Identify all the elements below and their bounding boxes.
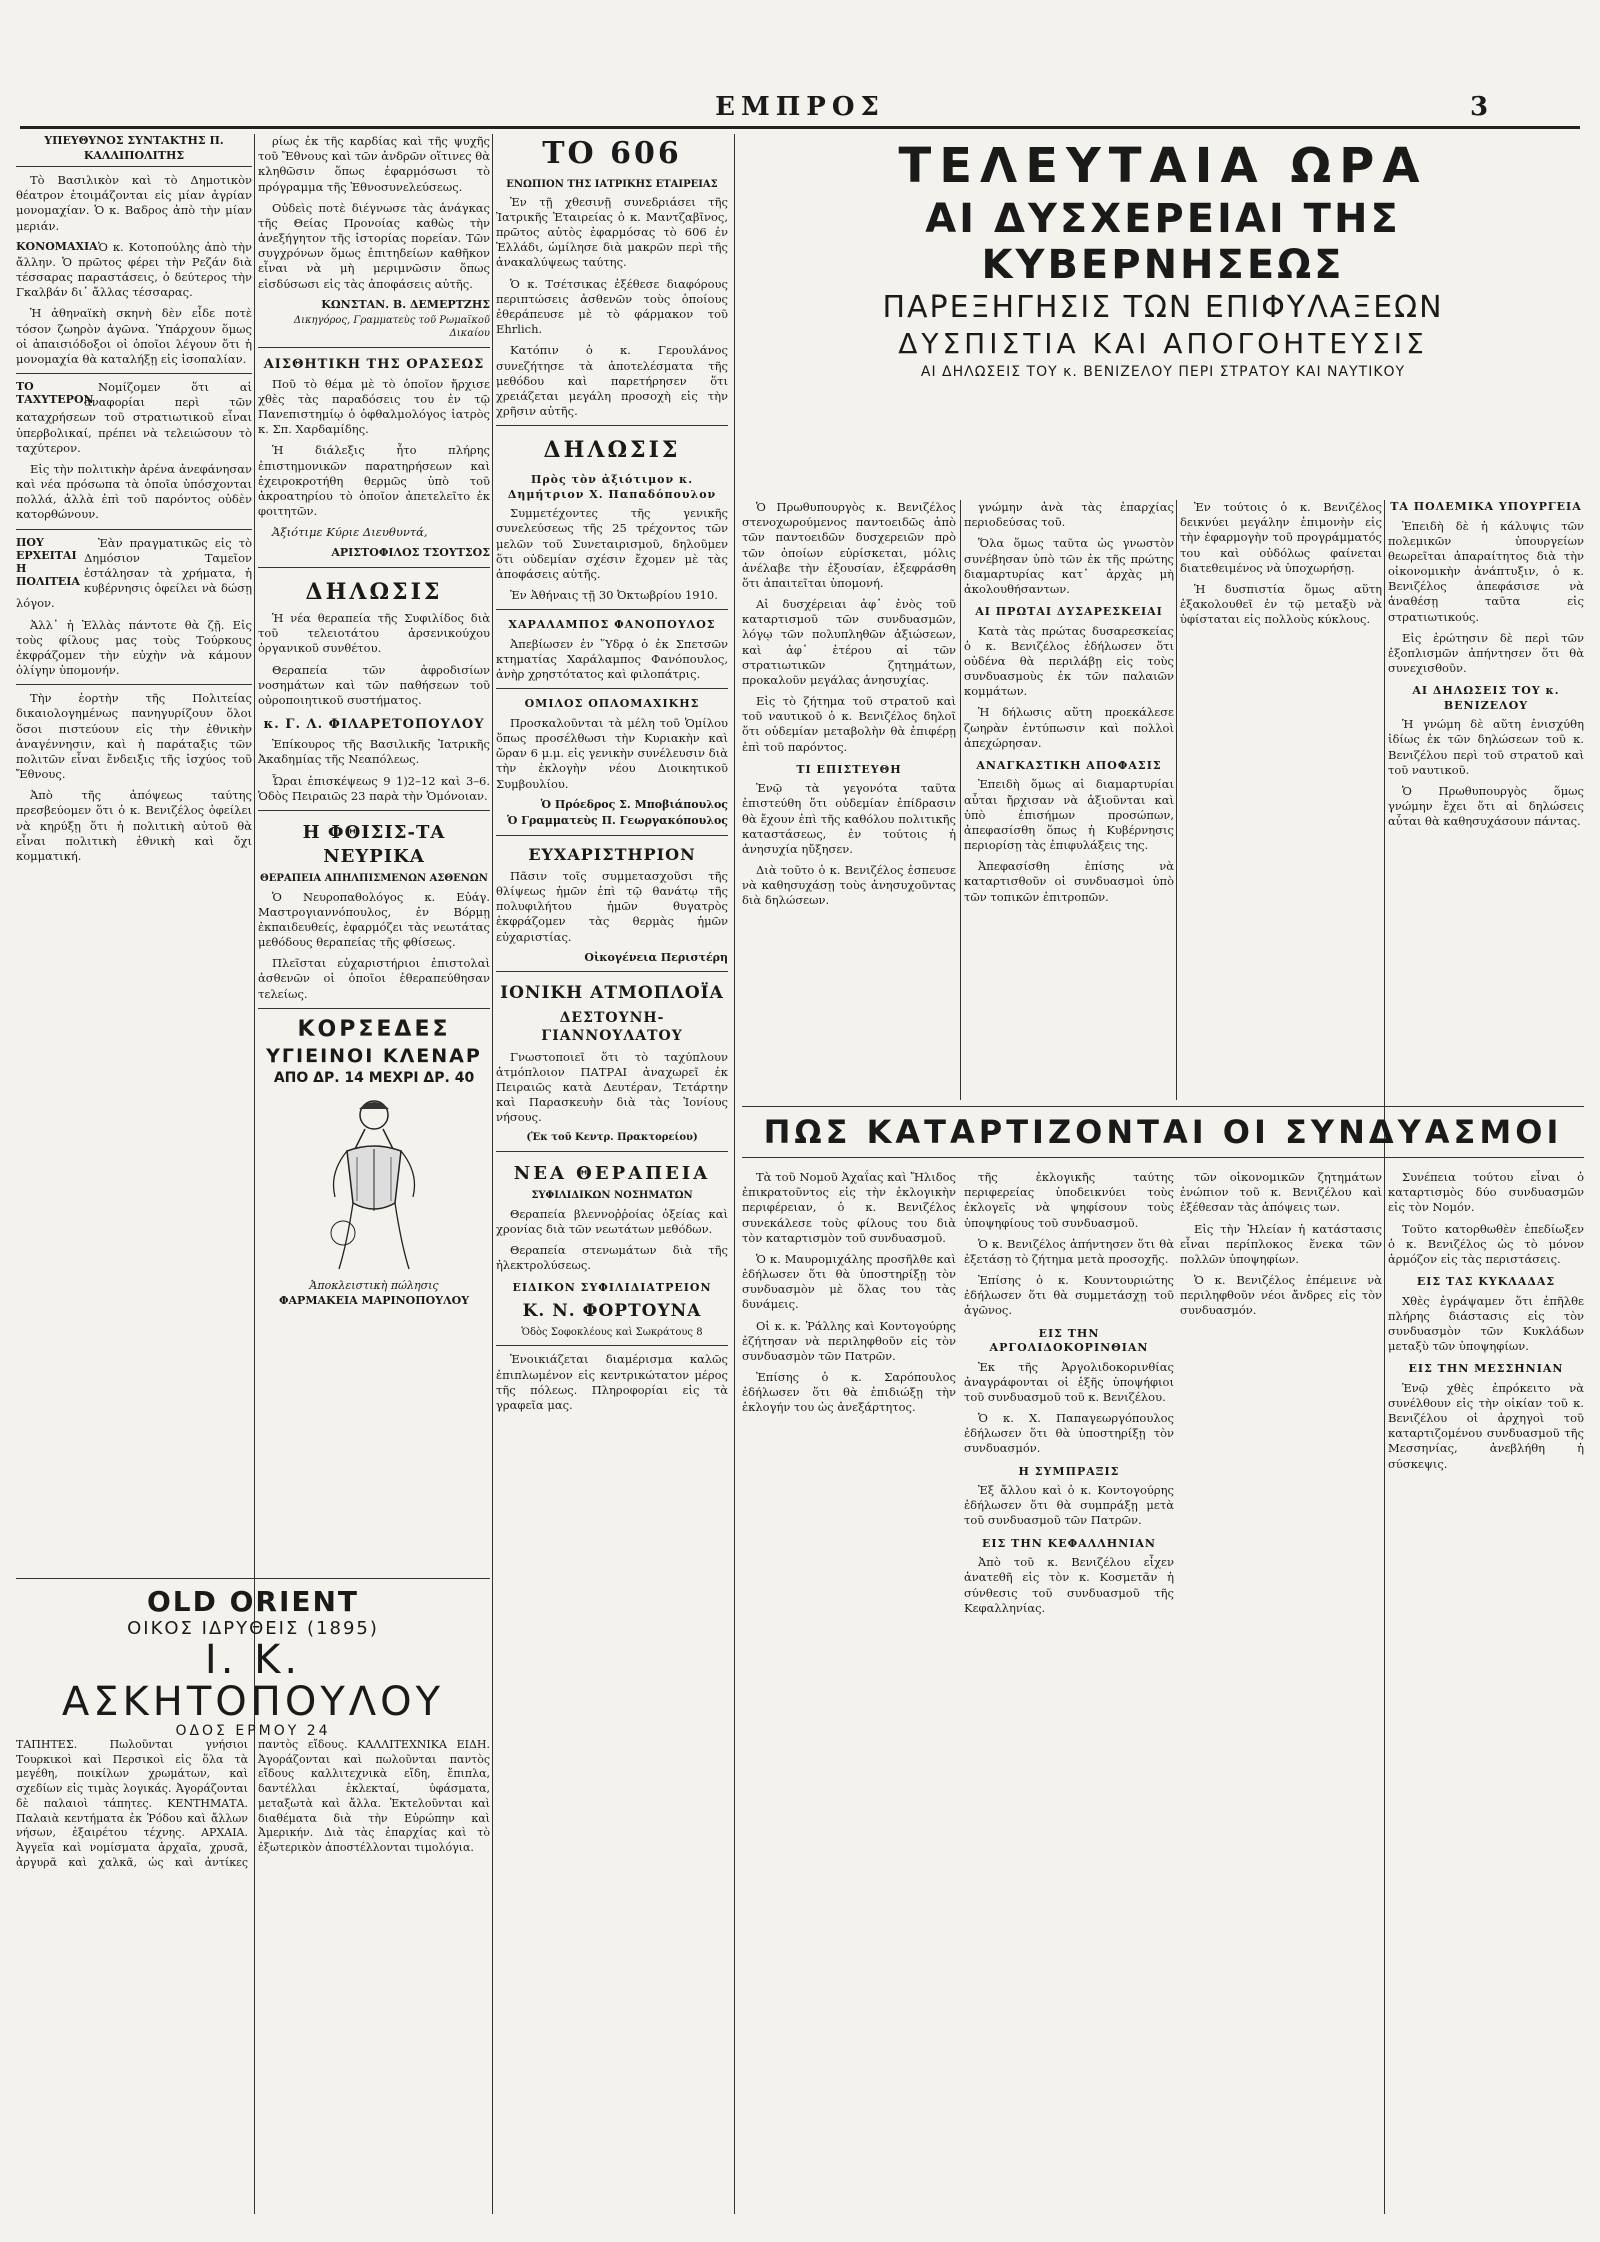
paragraph: Ἐνοικιάζεται διαμέρισμα καλῶς ἐπιπλωμένον εἰς κεντρικώτατον μέρος τῆς πόλεως. Πληροφορίαι εἰς τὰ γραφεῖα μας. [496, 1352, 728, 1412]
subheading: ΤΑ ΠΟΛΕΜΙΚΑ ΥΠΟΥΡΓΕΙΑ [1390, 500, 1582, 513]
article-title: ΤΟ 606 [542, 136, 682, 171]
headline-deck-2: ΠΑΡΕΞΗΓΗΣΙΣ ΤΩΝ ΕΠΙΦΥΛΑΞΕΩΝ [882, 290, 1444, 325]
paragraph: Ἐξ ἄλλου καὶ ὁ κ. Κοντογούρης ἐδήλωσεν ὅτι θὰ συμπράξῃ μετὰ τοῦ συνδυασμοῦ τῶν Πατρῶν. [964, 1483, 1174, 1528]
headline-deck-1: ΑΙ ΔΥΣΧΕΡΕΙΑΙ ΤΗΣ ΚΥΒΕΡΝΗΣΕΩΣ [925, 196, 1401, 288]
paragraph: Τὸ Βασιλικὸν καὶ τὸ Δημοτικὸν θέατρον ἑτοιμάζονται εἰς μίαν ἀγρίαν μονομαχίαν. Ὁ κ. Βαδρος ἀπὸ τὴν μίαν μεριάν. [16, 173, 252, 233]
divider [496, 1345, 728, 1346]
paragraph: Κατόπιν ὁ κ. Γερουλάνος συνεζήτησε τὰ ἀποτελέσματα τῆς μεθόδου καὶ παρετήρησεν ὅτι χρειάζεται μεγάλη προσοχὴ εἰς τὴν χρῆσιν αὐτῆς. [496, 343, 728, 419]
paragraph: Συμμετέχοντες τῆς γενικῆς συνελεύσεως τῆς 25 τρέχοντος τῶν μελῶν τοῦ Συνεταιρισμοῦ, δηλοῦμεν ὅτι οὐδεμίαν σχέσιν ἔχομεν μὲ τὰς ἀποφάσεις αὐτῆς. [496, 506, 728, 581]
paragraph: Εἰς τὴν πολιτικὴν ἀρένα ἀνεφάνησαν καὶ νέα πρόσωπα τὰ ὁποῖα ὑπόσχονται πολλά, ἀλλὰ ἐπὶ τοῦ παρόντος οὐδὲν κατορθώνουν. [16, 461, 252, 522]
paragraph: Ἀξιότιμε Κύριε Διευθυντά, [272, 525, 428, 540]
old-orient-ad-text: ΤΑΠΗΤΕΣ. Πωλοῦνται γνήσιοι Τουρκικοὶ καὶ Περσικοὶ εἰς ὅλα τὰ μεγέθη, ποικίλων χρωμάτων, καὶ σχεδίων εἰς τιμὰς λογικάς. Ἀγοράζονται δὲ παλαιοὶ τάπητες. ΚΕΝΤΗΜΑΤΑ. Παλαιὰ κεντήματα ἐκ Ῥόδου καὶ ἄλλων νήσων, ἐξαιρέτου τέχνης. ΑΡΧΑΙΑ. Ἀγγεῖα καὶ νομίσματα ἀρχαῖα, χρυσᾶ, ἀργυρᾶ καὶ χαλκᾶ, ὡς καὶ ἀντίκες παντὸς εἴδους. ΚΑΛΛΙΤΕΧΝΙΚΑ ΕΙΔΗ. Ἀγοράζονται καὶ πωλοῦνται παντὸς εἴδους καλλιτεχνικὰ εἴδη, ἔπιπλα, δαντέλλαι ἐκλεκταί, ὑφάσματα, μεταξωτὰ καὶ ἄλλα. Ἐκτελοῦνται καὶ διαθέματα διὰ τὴν Εὐρώπην καὶ Ἀμερικήν. Διὰ τὰς ἐπαρχίας καὶ τὸ ἐξωτερικὸν ἀποστέλλονται τιμολόγια. [16, 1738, 490, 1869]
old-orient-ad [16, 1572, 490, 1739]
paragraph: Ὧραι ἐπισκέψεως 9 1)2–12 καὶ 3–6. Ὁδὸς Πειραιῶς 23 παρὰ τὴν Ὁμόνοιαν. [258, 773, 490, 803]
paragraph: Ἐπίσης ὁ κ. Κουντουριώτης ἐδήλωσεν ὅτι θὰ συμμετάσχῃ τοῦ ἀγῶνος. [964, 1273, 1174, 1318]
paragraph: Πᾶσιν τοῖς συμμετασχοῦσι τῆς θλίψεως ἡμῶν ἐπὶ τῷ θανάτῳ τῆς πολυφιλήτου ἡμῶν θυγατρὸς ἐκφράζομεν τὰς θερμὰς ἡμῶν εὐχαριστίας. [496, 868, 728, 944]
divider [496, 609, 728, 610]
subheading: ΑΙ ΠΡΩΤΑΙ ΔΥΣΑΡΕΣΚΕΙΑΙ [975, 605, 1163, 619]
shipping-company: ΔΕΣΤΟΥΝΗ-ΓΙΑΝΝΟΥΛΑΤΟΥ [541, 1009, 683, 1045]
column-4 [742, 500, 956, 1090]
signature-sub: Δικηγόρος, Γραμματεὺς τοῦ Ρωμαϊκοῦ Δικαίου [293, 315, 490, 340]
paragraph: Ἐπειδὴ ὅμως αἱ διαμαρτυρίαι αὗται ἤρχισαν νὰ ἀξιοῦνται καὶ ὑπὸ ἐπισήμων προσώπων, ἀπεφασίσθη ὅπως ἡ Κυβέρνησις περιορίσῃ τὰς ἐπιφυλάξεις της. [964, 777, 1174, 853]
editor-signature: ΥΠΕΥΘΥΝΟΣ ΣΥΝΤΑΚΤΗΣ Π. ΚΑΛΛΙΠΟΛΙΤΗΣ [16, 134, 252, 167]
subheading: ΑΙ ΔΗΛΩΣΕΙΣ ΤΟΥ κ. ΒΕΝΙΖΕΛΟΥ [1412, 684, 1560, 712]
paragraph: Ἐπειδὴ δὲ ἡ κάλυψις τῶν πολεμικῶν ὑπουργείων θεωρεῖται ἀπαραίτητος διὰ τὴν οἰκονομικὴν ἀνάπτυξιν, ὁ κ. Βενιζέλος ἀπεφάσισε νὰ ἀναθέσῃ ταῦτα εἰς στρατιωτικούς. [1388, 518, 1584, 624]
divider [496, 425, 728, 426]
paragraph: Ἐκ τῆς Ἀργολιδοκορινθίας ἀναγράφονται οἱ ἑξῆς ὑποψήφιοι τοῦ συνδυασμοῦ τοῦ κ. Βενιζέλου. [964, 1359, 1174, 1404]
paragraph: Ἡ γνώμη δὲ αὕτη ἐνισχύθη ἰδίως ἐκ τῶν δηλώσεων τοῦ κ. Βενιζέλου περὶ τοῦ στρατοῦ καὶ τοῦ ναυτικοῦ. [1388, 717, 1584, 777]
column-rule [960, 500, 961, 1100]
divider [258, 347, 490, 348]
side-label: ΚΟΝΟΜΑΧΙΑ [16, 239, 98, 253]
column-5-lower [964, 1170, 1174, 2214]
phthisis-heading: Η ΦΘΙΣΙΣ-ΤΑ ΝΕΥΡΙΚΑ [302, 821, 446, 867]
column-6 [1180, 500, 1382, 1090]
masthead-rule [20, 126, 1580, 129]
divider [496, 971, 728, 972]
club-heading: ΟΜΙΛΟΣ ΟΠΛΟΜΑΧΙΚΗΣ [524, 697, 700, 711]
paragraph: τῶν οἰκονομικῶν ζητημάτων ἐνώπιον τοῦ κ. Βενιζέλου καὶ ἐξέθεσαν τὰς ἀπόψεις των. [1180, 1170, 1382, 1215]
divider [496, 835, 728, 836]
divider [258, 1008, 490, 1009]
ad-brand: OLD ORIENT [146, 1585, 360, 1618]
subheading: ΤΙ ΕΠΙΣΤΕΥΘΗ [796, 762, 902, 776]
subheading: ΕΙΣ ΤΗΝ ΚΕΦΑΛΛΗΝΙΑΝ [982, 1536, 1156, 1550]
newspaper-title: ΕΜΠΡΟΣ [715, 92, 885, 122]
paragraph: Ἡ διάλεξις ἦτο πλήρης ἐπιστημονικῶν παρατηρήσεων καὶ ἐχειροκροτήθη θερμῶς ὑπὸ τοῦ ἀκροατηρίου τὸ ὁποῖον ἀπετελεῖτο ἐκ φοιτητῶν. [258, 443, 490, 519]
masthead [0, 0, 1600, 130]
paragraph: Ἐν τούτοις ὁ κ. Βενιζέλος δεικνύει μεγάλην ἐπιμονὴν εἰς τὴν ἐφαρμογὴν τοῦ προγράμματός του καὶ οὐδόλως φαίνεται διατεθειμένος νὰ ὑποχωρήσῃ. [1180, 500, 1382, 575]
column-rule [492, 134, 493, 2214]
paragraph: γνώμην ἀνὰ τὰς ἐπαρχίας περιοδεύσας τοῦ. [964, 500, 1174, 530]
paragraph: Ὁ κ. Κοτοπούλης ἀπὸ τὴν ἄλλην. Ὁ πρῶτος φέρει τὴν Ρεζάν διὰ τέσσαρας παραστάσεις, ὁ δεύτερος τὴν Γκαλβάν δι᾽ ἄλλας τέσσαρας. [16, 239, 252, 300]
column-7 [1388, 500, 1584, 1090]
paragraph: Ἀπὸ τοῦ κ. Βενιζέλου εἶχεν ἀνατεθῆ εἰς τὸν κ. Κοσμετᾶν ἡ σύνθεσις τοῦ συνδυασμοῦ τῆς Κεφαλληνίας. [964, 1555, 1174, 1615]
headline-second: ΠΩΣ ΚΑΤΑΡΤΙΖΟΝΤΑΙ ΟΙ ΣΥΝΔΥΑΣΜΟΙ [763, 1113, 1563, 1151]
paragraph: Ὁ κ. Μαυρομιχάλης προσῆλθε καὶ ἐδήλωσεν ὅτι θὰ ὑποστηρίξῃ τὸν συνδυασμὸν μὲ ὅλας του τὰς δυνάμεις. [742, 1251, 956, 1312]
signature: ΑΡΙΣΤΟΦΙΛΟΣ ΤΣΟΥΤΣΟΣ [331, 546, 490, 560]
lead-headline-block [742, 134, 1584, 384]
corset-brand: ΥΓΙΕΙΝΟΙ ΚΛΕΝΑΡ [266, 1044, 482, 1067]
paragraph: Τοῦτο κατορθωθὲν ἐπεδίωξεν ὁ κ. Βενιζέλος ὡς τὸ μόνον ἀρμόζον εἰς τὰς περιστάσεις. [1388, 1221, 1584, 1266]
clinic-address: Ὁδὸς Σοφοκλέους καὶ Σωκράτους 8 [521, 1327, 703, 1339]
paragraph: Ἡ δυσπιστία ὅμως αὕτη ἐξακολουθεῖ ἐν τῷ μεταξὺ νὰ ὑφίσταται εἰς πολλοὺς κύκλους. [1180, 581, 1382, 627]
divider [742, 1157, 1584, 1158]
paragraph: Ὁ κ. Χ. Παπαγεωργόπουλος ἐδήλωσεν ὅτι θὰ ὑποστηρίξῃ τὸν συνδυασμόν. [964, 1411, 1174, 1456]
paragraph: Ἀλλ᾽ ἡ Ἑλλὰς πάντοτε θὰ ζῇ. Εἰς τοὺς φίλους μας τοὺς Τούρκους ἐκφράζομεν τὴν εὐχὴν νὰ κάμουν ὀλίγην ὑπομονήν. [16, 617, 252, 678]
paragraph: Εἰς τὴν Ἠλείαν ἡ κατάστασις εἶναι περίπλοκος ἕνεκα τῶν πολλῶν ὑποψηφίων. [1180, 1221, 1382, 1266]
paragraph: Τὴν ἑορτὴν τῆς Πολιτείας δικαιολογημένως πανηγυρίζουν ὅλοι ὅσοι πιστεύουν εἰς τὴν ἐθνικὴν ἀναγέννησιν, καὶ ἡ παράταξις τῶν πολιτῶν εἶναι ἔνδειξις τῆς ἰσχύος τοῦ Ἔθνους. [16, 691, 252, 782]
subheading: ΕΙΣ ΤΗΝ ΑΡΓΟΛΙΔΟΚΟΡΙΝΘΙΑΝ [989, 1326, 1149, 1355]
headline-main: ΤΕΛΕΥΤΑΙΑ ΩΡΑ [898, 138, 1428, 194]
ad-owner: Ι. Κ. ΑΣΚΗΤΟΠΟΥΛΟΥ [61, 1637, 445, 1725]
shipping-heading: ΙΟΝΙΚΗ ΑΤΜΟΠΛΟΪΑ [500, 983, 724, 1004]
corset-note: Ἀποκλειστικὴ πώλησις [309, 1279, 439, 1293]
column-rule [1176, 500, 1177, 1100]
corset-price: ΑΠΟ ΔΡ. 14 ΜΕΧΡΙ ΔΡ. 40 [273, 1069, 475, 1086]
paragraph: Θεραπεία βλεννοῤῥοίας ὀξείας καὶ χρονίας διὰ τῶν νεωτάτων μεθόδων. [496, 1206, 728, 1236]
divider [258, 567, 490, 568]
paragraph: Ὁ Πρωθυπουργὸς κ. Βενιζέλος στενοχωρούμενος παντοειδῶς ἀπὸ τῶν παντοειδῶν δυσχερειῶν πρὸ τῶν ὁποίων εὑρίσκεται, μόλις ἀνέλαβε τὴν ἐξουσίαν, ἐξεφράσθη ὅτι ἀπαιτεῖται ὑπομονή. [742, 500, 956, 590]
paragraph: Ὁ Πρωθυπουργὸς ὅμως γνώμην ἔχει ὅτι αἱ δηλώσεις αὗται θὰ καθησυχάσουν πάντας. [1388, 783, 1584, 829]
divider [496, 688, 728, 689]
clinic-heading: ΕΙΔΙΚΟΝ ΣΥΦΙΛΙΔΙΑΤΡΕΙΟΝ [512, 1281, 712, 1295]
divider [258, 810, 490, 811]
paragraph: Διὰ τοῦτο ὁ κ. Βενιζέλος ἐσπευσε νὰ καθησυχάσῃ τοὺς ἀνησυχοῦντας διὰ δηλώσεων. [742, 863, 956, 908]
paragraph: Εἰς τὸ ζήτημα τοῦ στρατοῦ καὶ τοῦ ναυτικοῦ ὁ κ. Βενιζέλος δηλοῖ ὅτι οὐδεμίαν μεταβολὴν θὰ ἐπιφέρῃ ἐπὶ τοῦ παρόντος. [742, 694, 956, 754]
column-4-lower [742, 1170, 956, 2214]
paragraph: Τὰ τοῦ Νομοῦ Ἀχαΐας καὶ Ἤλιδος ἐπικρατοῦντος εἰς τὴν ἐκλογικὴν περιφέρειαν, ὁ κ. Βενιζέλος συνεκάλεσε τοὺς φίλους του διὰ τὸν καταρτισμὸν τοῦ συνδυασμοῦ. [742, 1170, 956, 1245]
side-label: ΠΟΥ ΕΡΧΕΙΤΑΙ Η ΠΟΛΙΤΕΙΑ [16, 535, 80, 589]
paragraph: Θεραπεία τῶν ἀφροδισίων νοσημάτων καὶ τῶν παθήσεων τοῦ οὐροποιητικοῦ συστήματος. [258, 662, 490, 707]
corset-illustration [299, 1093, 449, 1273]
paragraph: Ἡ ἀθηναϊκὴ σκηνὴ δὲν εἶδε ποτὲ τόσον ζωηρὸν ἀγῶνα. Ὑπάρχουν ὅμως οἱ ἀπαισιόδοξοι οἱ ὁποῖοι λέγουν ὅτι ἡ μονομαχία θὰ καταλήξῃ εἰς ἰσοπαλίαν. [16, 306, 252, 366]
signature: ΚΩΝΣΤΑΝ. Β. ΔΕΜΕΡΤΖΗΣ [321, 297, 490, 311]
signature: Ὁ Πρόεδρος Σ. Μποβιάπουλος [540, 797, 728, 811]
headline-deck-4: ΑΙ ΔΗΛΩΣΕΙΣ ΤΟΥ κ. ΒΕΝΙΖΕΛΟΥ ΠΕΡΙ ΣΤΡΑΤΟΥ ΚΑΙ ΝΑΥΤΙΚΟΥ [920, 364, 1406, 380]
paragraph: Χθὲς ἐγράψαμεν ὅτι ἐπῆλθε πλήρης διάστασις εἰς τὸν συνδυασμὸν τῶν Κυκλάδων μεταξὺ τῶν ὑποψηφίων. [1388, 1293, 1584, 1354]
paragraph: Ἐπίσης ὁ κ. Σαρόπουλος ἐδήλωσεν ὅτι θὰ ἐπιδιώξῃ τὴν ἐκλογήν του ὡς ἀνεξάρτητος. [742, 1370, 956, 1415]
notice-recipient: Πρὸς τὸν ἀξιότιμον κ. Δημήτριον Χ. Παπαδόπουλον [507, 473, 717, 501]
thanks-heading: ΕΥΧΑΡΙΣΤΗΡΙΟΝ [528, 844, 696, 864]
paragraph: Ἡ δήλωσις αὕτη προεκάλεσε ζωηρὰν ἐντύπωσιν καὶ πολλοὶ ἀπεχώρησαν. [964, 705, 1174, 750]
paragraph: Ἐὰν πραγματικῶς εἰς τὸ Δημόσιον Ταμεῖον ἐστάλησαν τὰ χρήματα, ἡ κυβέρνησις ὀφείλει νὰ δώσῃ λόγον. [16, 535, 252, 611]
paragraph: Ἐν Ἀθήναις τῇ 30 Ὀκτωβρίου 1910. [510, 588, 718, 603]
paragraph: Ὁ Νευροπαθολόγος κ. Εὐάγ. Μαστρογιαννόπουλος, ἐν Βόρμῃ ἐκπαιδευθείς, ἐφαρμόζει τὰς νεωτάτας μεθόδους θεραπείας τῆς φθίσεως. [258, 889, 490, 950]
paragraph: Ἀπεφασίσθη ἐπίσης νὰ καταρτισθοῦν οἱ συνδυασμοὶ ὑπὸ τῶν τοπικῶν ἐπιτροπῶν. [964, 859, 1174, 904]
paragraph: Πλεῖσται εὐχαριστήριοι ἐπιστολαὶ ἀσθενῶν οἱ ὁποῖοι ἐθεραπεύθησαν τελείως. [258, 956, 490, 1001]
paragraph: Συνέπεια τούτου εἶναι ὁ καταρτισμὸς δύο συνδυασμῶν εἰς τὸν Νομόν. [1388, 1170, 1584, 1215]
paragraph: Γνωστοποιεῖ ὅτι τὸ ταχύπλουν ἀτμόπλοιον ΠΑΤΡΑΙ ἀναχωρεῖ ἐκ Πειραιῶς κατὰ Δευτέραν, Τετάρτην καὶ Παρασκευὴν διὰ τὰς Ἰονίους νήσους. [496, 1049, 728, 1125]
paragraph: Οἱ κ. κ. Ῥάλλης καὶ Κοντογούρης ἐζήτησαν νὰ περιληφθοῦν εἰς τὸν συνδυασμὸν τῶν Πατρῶν. [742, 1318, 956, 1363]
phthisis-subheading: ΘΕΡΑΠΕΙΑ ΑΠΗΛΠΙΣΜΕΝΩΝ ΑΣΘΕΝΩΝ [260, 873, 488, 885]
subheading: Η ΣΥΜΠΡΑΞΙΣ [1018, 1464, 1120, 1478]
paragraph: Προσκαλοῦνται τὰ μέλη τοῦ Ὁμίλου ὅπως προσέλθωσι τὴν Κυριακὴν καὶ ὥραν 6 μ.μ. εἰς γενικὴν συνέλευσιν διὰ τὴν ἐκλογὴν νέου Διοικητικοῦ Συμβουλίου. [496, 715, 728, 791]
paragraph: Ποῦ τὸ θέμα μὲ τὸ ὁποῖον ἤρχισε χθὲς τὰς παραδόσεις του ἐν τῷ Πανεπιστημίῳ ὁ ὀφθαλμολόγος ἰατρὸς κ. Σπ. Χαρδαμίδης. [258, 376, 490, 437]
subheading: ΕΙΣ ΤΑΣ ΚΥΚΛΑΔΑΣ [1416, 1275, 1556, 1289]
column-6-lower [1180, 1170, 1382, 2214]
ad-address: ΟΔΟΣ ΕΡΜΟΥ 24 [175, 1723, 331, 1739]
paragraph: τῆς ἐκλογικῆς ταύτης περιφερείας ὑποδεικνύει τοὺς ἐκλογεῖς νὰ ψηφίσουν τοὺς ὑποψηφίους τοῦ συνδυασμοῦ. [964, 1170, 1174, 1230]
page-number: 3 [1470, 92, 1489, 122]
therapy-subheading: ΣΥΦΙΛΙΔΙΚΩΝ ΝΟΣΗΜΑΤΩΝ [531, 1190, 693, 1202]
paragraph: Ὅλα ὅμως ταῦτα ὡς γνωστὸν συνέβησαν ὑπὸ τῶν ἐκ τῆς πρώτης διαμαρτυρίας κατ᾽ ἀρχὰς μὴ ἀκολουθήσαντων. [964, 536, 1174, 596]
column-rule [734, 134, 735, 2214]
second-headline-block [742, 1100, 1584, 1164]
subheading: ΕΙΣ ΤΗΝ ΜΕΣΣΗΝΙΑΝ [1408, 1362, 1564, 1376]
paragraph: Ἀπὸ τῆς ἀπόψεως ταύτης πρεσβεύομεν ὅτι ὁ κ. Βενιζέλος ὀφείλει νὰ κηρύξῃ ὅτι ἡ πολιτικὴ αὐτοῦ θὰ εἶναι πολιτικὴ ἐθνικὴ καὶ ὄχι κομματική. [16, 788, 252, 863]
corset-store: ΦΑΡΜΑΚΕΙΑ ΜΑΡΙΝΟΠΟΥΛΟΥ [278, 1293, 470, 1307]
divider [742, 1106, 1584, 1107]
signature: Οἰκογένεια Περιστέρη [584, 950, 728, 964]
signature: Ὁ Γραμματεὺς Π. Γεωργακόπουλος [507, 814, 728, 828]
divider [16, 1578, 490, 1579]
divider [16, 373, 252, 374]
paragraph: Ἐπίκουρος τῆς Βασιλικῆς Ἰατρικῆς Ἀκαδημίας τῆς Νεαπόλεως. [258, 737, 490, 767]
paragraph: Αἱ δυσχέρειαι ἀφ᾽ ἑνὸς τοῦ καταρτισμοῦ τῶν συνδυασμῶν, λόγῳ τῶν πολυπληθῶν ἀξιώσεων, καὶ ἀφ᾽ ἑτέρου αἱ τῶν στρατιωτικῶν ζητημάτων, προκαλοῦν μεγάλας ἀνησυχίας. [742, 597, 956, 687]
shipping-note: (Ἐκ τοῦ Κεντρ. Πρακτορείου) [526, 1132, 698, 1144]
headline-deck-3: ΔΥΣΠΙΣΤΙΑ ΚΑΙ ΑΠΟΓΟΗΤΕΥΣΙΣ [898, 327, 1428, 360]
notice-heading: ΔΗΛΩΣΙΣ [305, 579, 443, 605]
section-heading: ΑΙΣΘΗΤΙΚΗ ΤΗΣ ΟΡΑΣΕΩΣ [263, 356, 485, 372]
ad-founded: ΟΙΚΟΣ ΙΔΡΥΘΕΙΣ (1895) [127, 1618, 379, 1639]
paragraph: Κατὰ τὰς πρώτας δυσαρεσκείας ὁ κ. Βενιζέλος ἐδήλωσεν ὅτι οὐδένα θὰ περιλάβῃ εἰς τοὺς συνδυασμοὺς ἐκ τῶν παλαιῶν κομμάτων. [964, 623, 1174, 699]
side-label: ΤΟ ΤΑΧΥΤΕΡΟΝ [16, 380, 94, 407]
paragraph: Ἐν τῇ χθεσινῇ συνεδριάσει τῆς Ἰατρικῆς Ἑταιρείας ὁ κ. Μαντζαβῖνος, πρῶτος αὐτὸς ἐφαρμόσας τὸ 606 ἐν Ἑλλάδι, ὡμίλησε διὰ μακρῶν περὶ τῆς ἀνακαλύψεως ταύτης. [496, 194, 728, 270]
paragraph: Ἐνῷ τὰ γεγονότα ταῦτα ἐπιστεύθη ὅτι οὐδεμίαν ἐπίδρασιν θὰ ἔχουν ἐπὶ τῆς καθόλου πολιτικῆς καταστάσεως, ἐν τούτοις ἡ ἀνησυχία ηὔξησεν. [742, 781, 956, 856]
column-rule [1384, 500, 1385, 2214]
notice-heading: ΔΗΛΩΣΙΣ [543, 437, 681, 464]
divider [16, 529, 252, 530]
paragraph: Οὐδεὶς ποτὲ διέγνωσε τὰς ἀνάγκας τῆς Θείας Προνοίας καθὼς τὴν ἀνεξήγητον τῆς ἱστορίας πορείαν. Τῶν συγχρόνων ὅμως ἐπιτηδείων καθῆκον εἶναι νὰ μὴ μεριμνῶσιν ὅπως εἰσδύσωσι εἰς τὰς ἀποφάσεις αὐτῆς. [258, 200, 490, 291]
paragraph: Ὁ κ. Βενιζέλος ἀπήντησεν ὅτι θὰ ἐξετάσῃ τὸ ζήτημα μετὰ προσοχῆς. [964, 1236, 1174, 1266]
divider [496, 1151, 728, 1152]
corset-ad [258, 1015, 490, 1309]
doctor-name: κ. Γ. Λ. ΦΙΛΑΡΕΤΟΠΟΥΛΟΥ [263, 717, 485, 733]
column-3 [496, 134, 728, 2214]
paragraph: Νομίζομεν ὅτι αἱ ἀναφορίαι περὶ τῶν καταχρήσεων τοῦ στρατιωτικοῦ εἶναι ὑπερβολικαί, πρέπει νὰ τελειώσουν τὸ ταχύτερον. [16, 380, 252, 455]
column-5 [964, 500, 1174, 1090]
paragraph: Εἰς ἐρώτησιν δὲ περὶ τῶν ἐξοπλισμῶν ἀπήντησεν ὅτι θὰ συνεχισθοῦν. [1388, 630, 1584, 676]
obituary-name: ΧΑΡΑΛΑΜΠΟΣ ΦΑΝΟΠΟΥΛΟΣ [508, 618, 716, 632]
paragraph: Θεραπεία στενωμάτων διὰ τῆς ἠλεκτρολύσεως. [496, 1242, 728, 1273]
paragraph: ρίως ἐκ τῆς καρδίας καὶ τῆς ψυχῆς τοῦ Ἔθνους καὶ τῶν ἀνδρῶν οἵτινες θὰ κληθῶσιν ὅπως ἐφαρμόσωσι τὸ πρόγραμμα τῆς Ἐθνοσυνελεύσεως. [258, 134, 490, 194]
paragraph: Ἡ νέα θεραπεία τῆς Συφιλίδος διὰ τοῦ τελειοτάτου ἀρσενικούχου ὀργανικοῦ συνθέτου. [258, 611, 490, 656]
paragraph: Ἐνῷ χθὲς ἐπρόκειτο νὰ συνέλθουν εἰς τὴν οἰκίαν τοῦ κ. Βενιζέλου οἱ ἀρχηγοὶ τοῦ καταρτιζομένου συνδυασμοῦ τῆς Μεσσηνίας, ἀνεβλήθη ἡ σύσκεψις. [1388, 1380, 1584, 1471]
article-subtitle: ΕΝΩΠΙΟΝ ΤΗΣ ΙΑΤΡΙΚΗΣ ΕΤΑΙΡΕΙΑΣ [506, 178, 718, 190]
column-7-lower [1388, 1170, 1584, 2214]
subheading: ΑΝΑΓΚΑΣΤΙΚΗ ΑΠΟΦΑΣΙΣ [976, 758, 1162, 772]
column-2 [258, 134, 490, 1694]
divider [16, 684, 252, 685]
corset-title: ΚΟΡΣΕΔΕΣ [297, 1016, 451, 1042]
therapy-heading: ΝΕΑ ΘΕΡΑΠΕΙΑ [513, 1162, 711, 1184]
paragraph: Ὁ κ. Τσέτσικας ἐξέθεσε διαφόρους περιπτώσεις ἀσθενῶν τοὺς ὁποίους ἐθεράπευσε μὲ τὸ φάρμακον τοῦ Ehrlich. [496, 276, 728, 337]
paragraph: Ὁ κ. Βενιζέλος ἐπέμεινε νὰ περιληφθοῦν νέοι ἄνδρες εἰς τὸν συνδυασμόν. [1180, 1273, 1382, 1318]
clinic-doctor: Κ. Ν. ΦΟΡΤΟΥΝΑ [522, 1300, 702, 1321]
paragraph: Ἀπεβίωσεν ἐν Ὕδρᾳ ὁ ἐκ Σπετσῶν κτηματίας Χαράλαμπος Φανόπουλος, ἀνὴρ χρηστότατος καὶ φιλοπάτρις. [496, 636, 728, 682]
